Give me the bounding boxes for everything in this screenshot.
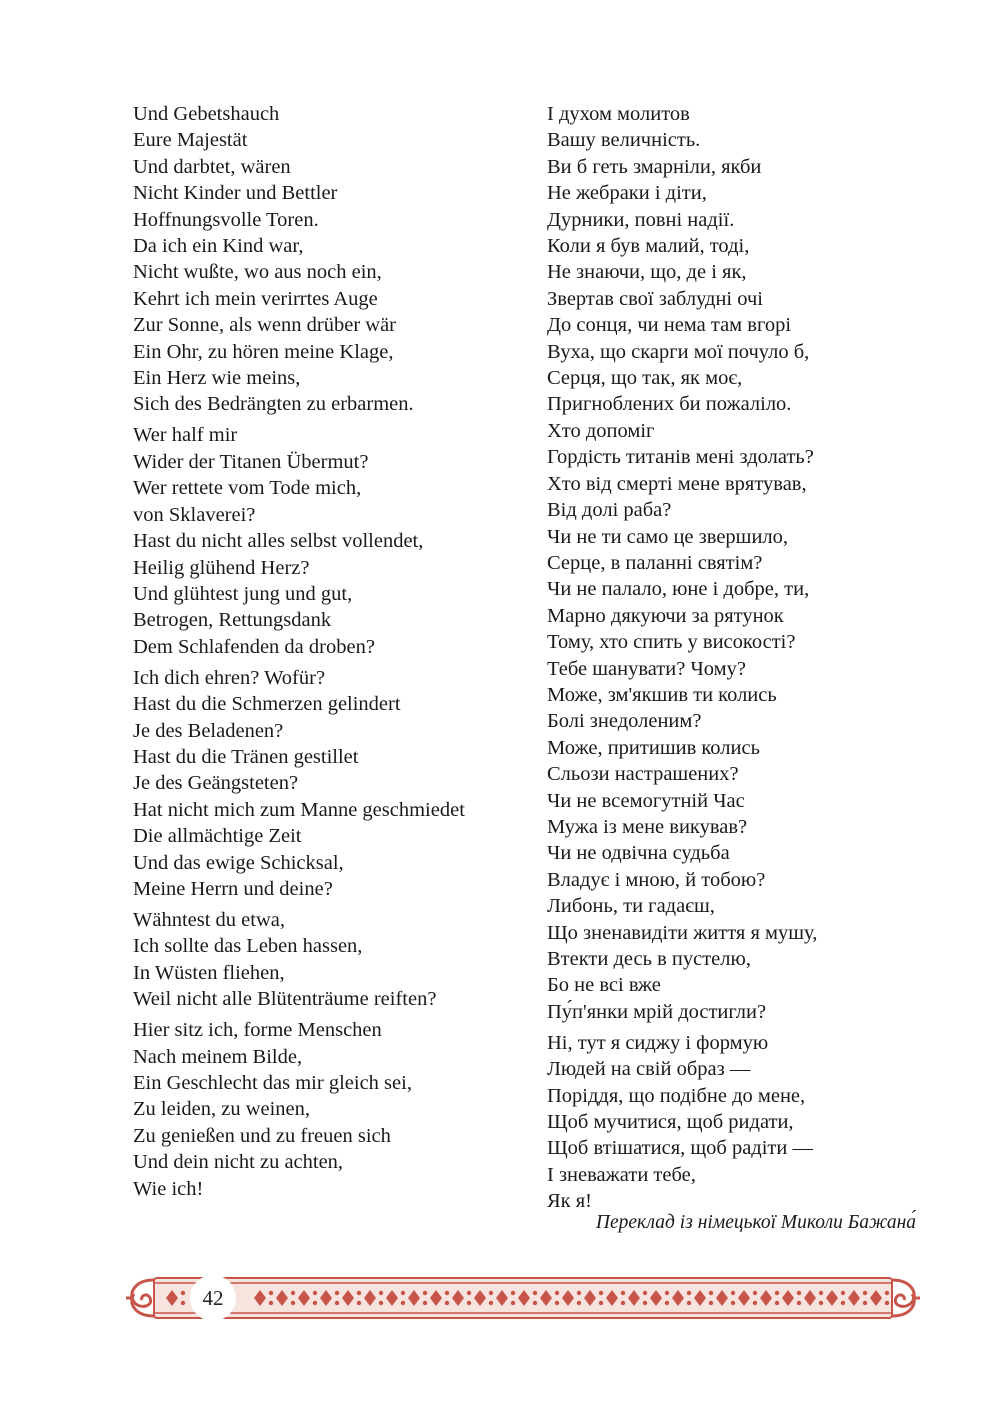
poem-line: Und dein nicht zu achten,	[133, 1151, 344, 1174]
poem-line: Пригноблених би пожаліло.	[547, 393, 792, 416]
poem-line: Sich des Bedrängten zu erbarmen.	[133, 393, 414, 416]
poem-line: Мужа із мене викував?	[547, 815, 748, 838]
poem-line: Je des Geängsteten?	[133, 772, 299, 795]
poem-line: Людей на свій образ —	[547, 1058, 751, 1081]
poem-line: До сонця, чи нема там вгорі	[547, 314, 792, 337]
poem-line: Бо не всі вже	[547, 974, 661, 997]
poem-line: Und das ewige Schicksal,	[133, 851, 344, 874]
poem-line: Чи не ти само це звершило,	[547, 525, 789, 548]
poem-line: Поріддя, що подібне до мене,	[547, 1084, 806, 1107]
poem-line: Hast du nicht alles selbst vollendet,	[133, 530, 424, 553]
page-number: 42	[190, 1275, 236, 1321]
translation-credit: Переклад із німецької Миколи Бажана́	[595, 1212, 916, 1233]
german-poem-column	[133, 101, 528, 1202]
poem-line: Zur Sonne, als wenn drüber wär	[133, 314, 397, 337]
poem-line: Dem Schlafenden da droben?	[133, 635, 375, 658]
poem-line: Звертав свої заблудні очі	[547, 287, 763, 310]
poem-line: Що зненавидіти життя я мушу,	[547, 921, 818, 944]
poem-line: Від долі раба?	[547, 499, 672, 522]
poem-line: Коли я був малий, тоді,	[547, 235, 750, 258]
stanza	[133, 907, 528, 1013]
poem-line: Болі знедоленим?	[547, 710, 702, 733]
poem-line: Nicht Kinder und Bettler	[133, 182, 338, 205]
poem-line: Чи не палало, юне і добре, ти,	[547, 578, 810, 601]
poem-line: Meine Herrn und deine?	[133, 877, 333, 900]
poem-line: Eure Majestät	[133, 129, 248, 152]
poem-line: Und darbtet, wären	[133, 155, 291, 178]
poem-line: Не знаючи, що, де і як,	[547, 261, 747, 284]
poem-line: І зневажати тебе,	[547, 1163, 696, 1186]
poem-line: Марно дякуючи за рятунок	[547, 604, 784, 627]
poem-line: Може, притишив колись	[547, 736, 760, 759]
poem-line: Гордість титанів мені здолать?	[547, 446, 814, 469]
right-scroll-ornament	[892, 1280, 920, 1316]
poem-line: von Sklaverei?	[133, 503, 256, 526]
poem-line: Щоб мучитися, щоб ридати,	[547, 1111, 794, 1134]
poem-line: І духом молитов	[547, 103, 690, 125]
poem-line: Da ich ein Kind war,	[133, 235, 304, 258]
poem-line: Може, зм'якшив ти колись	[547, 683, 777, 706]
poem-line: Втекти десь в пустелю,	[547, 948, 751, 970]
poem-line: Hast du die Tränen gestillet	[133, 745, 359, 768]
poem-line: Betrogen, Rettungsdank	[133, 609, 332, 632]
poem-line: Wer half mir	[133, 424, 238, 447]
poem-line: Серця, що так, як моє,	[547, 367, 743, 390]
poem-line: Zu genießen und zu freuen sich	[133, 1124, 391, 1147]
poem-line: Die allmächtige Zeit	[133, 825, 302, 848]
stanza	[133, 422, 528, 660]
poem-line: Ich dich ehren? Wofür?	[133, 666, 326, 689]
poem-line: Ein Ohr, zu hören meine Klage,	[133, 340, 394, 363]
poem-line: Wider der Titanen Übermut?	[133, 450, 369, 473]
poem-line: Ein Herz wie meins,	[133, 367, 301, 390]
poem-line: Heilig glühend Herz?	[133, 556, 310, 579]
poem-line: Щоб втішатися, щоб радіти —	[547, 1137, 813, 1160]
poem-line: Wer rettete vom Tode mich,	[133, 477, 362, 500]
poem-line: Тому, хто спить у високості?	[547, 631, 796, 654]
poem-line: Як я!	[547, 1190, 593, 1213]
stanza	[133, 665, 528, 903]
ornamental-footer-band	[124, 1272, 922, 1324]
left-scroll-ornament	[126, 1280, 154, 1316]
poem-line: Hast du die Schmerzen gelindert	[133, 693, 401, 716]
poem-line: Пу́п'янки мрій достигли?	[547, 1000, 767, 1023]
poem-line: Чи не одвічна судьба	[547, 842, 730, 865]
poem-line: In Wüsten fliehen,	[133, 961, 285, 984]
stanza	[547, 101, 947, 1025]
poem-line: Wie ich!	[133, 1177, 204, 1200]
poem-line: Чи не всемогутній Час	[547, 789, 745, 812]
poem-line: Zu leiden, zu weinen,	[133, 1098, 311, 1121]
poem-line: Вуха, що скарги мої почуло б,	[547, 340, 810, 363]
poem-line: Тебе шанувати? Чому?	[547, 657, 746, 680]
poem-line: Либонь, ти гадаєш,	[547, 895, 715, 918]
stanza	[133, 101, 528, 418]
poem-line: Владує і мною, й тобою?	[547, 868, 766, 891]
poem-line: Ви б геть змарніли, якби	[547, 155, 762, 178]
poem-line: Ein Geschlecht das mir gleich sei,	[133, 1072, 412, 1094]
poem-line: Хто допоміг	[547, 419, 655, 442]
poem-line: Je des Beladenen?	[133, 719, 284, 742]
poem-line: Ich sollte das Leben hassen,	[133, 935, 363, 958]
poem-line: Не жебраки і діти,	[547, 182, 707, 205]
poem-line: Nach meinem Bilde,	[133, 1045, 303, 1068]
poem-line: Weil nicht alle Blütenträume reiften?	[133, 988, 437, 1011]
poem-line: Kehrt ich mein verirrtes Auge	[133, 287, 378, 310]
poem-line: Und Gebetshauch	[133, 103, 280, 125]
poem-line: Und glühtest jung und gut,	[133, 582, 353, 605]
poem-line: Дурники, повні надії.	[547, 208, 735, 231]
poem-line: Wähntest du etwa,	[133, 908, 285, 931]
poem-line: Хто від смерті мене врятував,	[547, 472, 807, 495]
poem-line: Hoffnungsvolle Toren.	[133, 208, 319, 231]
stanza	[133, 1017, 528, 1202]
stanza	[547, 1030, 947, 1215]
poem-line: Серце, в паланні святім?	[547, 551, 763, 574]
poem-line: Hat nicht mich zum Manne geschmiedet	[133, 798, 465, 821]
poem-line: Nicht wußte, wo aus noch ein,	[133, 261, 382, 284]
poem-line: Вашу величність.	[547, 129, 701, 152]
poem-line: Сльози настрашених?	[547, 763, 739, 786]
poem-line: Hier sitz ich, forme Menschen	[133, 1019, 382, 1042]
poem-line: Ні, тут я сиджу і формую	[547, 1031, 769, 1054]
ukrainian-poem-column	[547, 101, 947, 1215]
